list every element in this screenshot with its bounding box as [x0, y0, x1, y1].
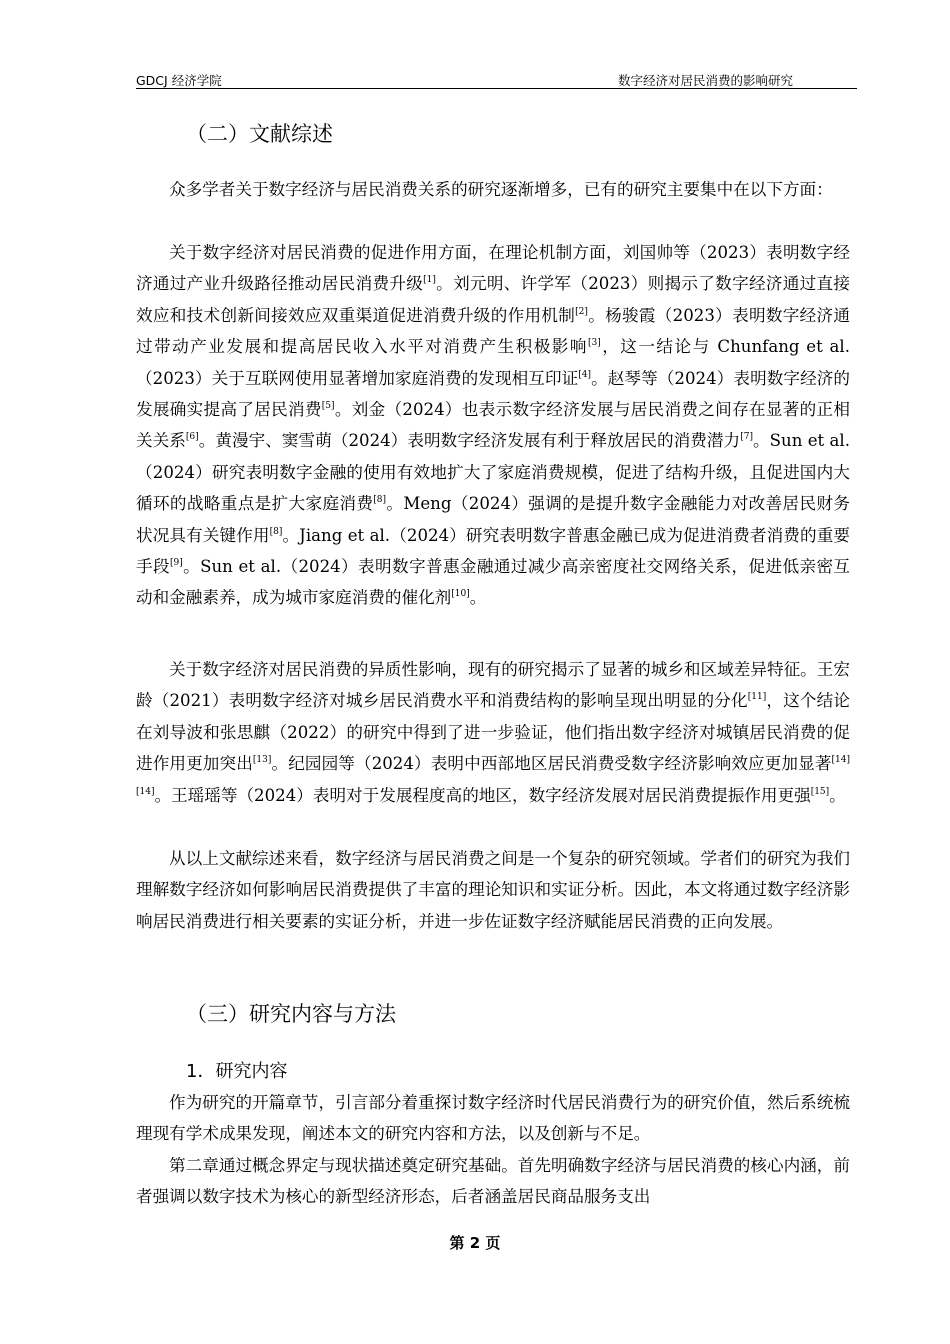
- page-number: 第 2 页: [449, 1234, 501, 1252]
- citation-marker: [15]: [810, 786, 830, 797]
- citation-marker: [8]: [373, 495, 387, 506]
- citation-marker: [6]: [185, 432, 199, 443]
- citation-marker: [9]: [169, 558, 183, 569]
- section-title-literature-review: （二）文献综述: [186, 122, 333, 146]
- subsection-title-research-content: 1．研究内容: [186, 1061, 288, 1082]
- page-header: [136, 70, 857, 89]
- paragraph-promotion-effect: 关于数字经济对居民消费的促进作用方面，在理论机制方面，刘国帅等（2023）表明数字经济通过产业升级路径推动居民消费升级[1]。刘元明、许学军（2023）则揭示了数字经济通过直接效应和技术创新间接效应双重渠道促进消费升级的作用机制[2]。杨骏霞（2023）表明数字经济通过带动产业发展和提高居民收入水平对消费产生积极影响[3]，这一结论与 Chunfang et al.（2023）关于互联网使用显著增加家庭消费的发现相互印证[4]。赵琴等（2024）表明数字经济的发展确实提高了居民消费[5]。刘金（2024）也表示数字经济发展与居民消费之间存在显著的正相关关系[6]。黄漫宇、窦雪萌（2024）表明数字经济发展有利于释放居民的消费潜力[7]。Sun et al.（2024）研究表明数字金融的使用有效地扩大了家庭消费规模，促进了结构升级，且促进国内大循环的战略重点是扩大家庭消费[8]。Meng（2024）强调的是提升数字金融能力对改善居民财务状况具有关键作用[8]。Jiang et al.（2024）研究表明数字普惠金融已成为促进消费者消费的重要手段[9]。Sun et al.（2024）表明数字普惠金融通过减少高亲密度社交网络关系，促进低亲密互动和金融素养，成为城市家庭消费的催化剂[10]。: [136, 243, 851, 608]
- citation-marker: [11]: [747, 692, 767, 703]
- header-right-text: 数字经济对居民消费的影响研究: [617, 73, 793, 88]
- citation-marker: [2]: [575, 306, 588, 317]
- paragraph-intro: 众多学者关于数字经济与居民消费关系的研究逐渐增多，已有的研究主要集中在以下方面：: [169, 180, 833, 199]
- citation-marker: [13]: [252, 755, 272, 766]
- paragraph-heterogeneity: 关于数字经济对居民消费的异质性影响，现有的研究揭示了显著的城乡和区域差异特征。王宏龄（2021）表明数字经济对城乡居民消费水平和消费结构的影响呈现出明显的分化[11]，这个结论在刘导波和张思麒（2022）的研究中得到了进一步验证，他们指出数字经济对城镇居民消费的促进作用更加突出[13]。纪园园等（2024）表明中西部地区居民消费受数字经济影响效应更加显著[14][14]。王瑶瑶等（2024）表明对于发展程度高的地区，数字经济发展对居民消费提振作用更强[15]。: [136, 660, 851, 805]
- citation-marker: [3]: [587, 338, 601, 349]
- citation-marker: [1]: [423, 275, 436, 286]
- citation-marker: [14][14]: [136, 755, 851, 797]
- citation-marker: [8]: [269, 526, 283, 537]
- citation-marker: [5]: [321, 401, 335, 412]
- citation-marker: [10]: [451, 589, 470, 600]
- citation-marker: [4]: [578, 369, 592, 380]
- paragraph-chapter-two: 第二章通过概念界定与现状描述奠定研究基础。首先明确数字经济与居民消费的核心内涵，前者强调以数字技术为核心的新型经济形态，后者涵盖居民商品服务支出: [136, 1156, 850, 1207]
- header-left-text: GDCJ 经济学院: [136, 73, 222, 88]
- paragraph-summary: 从以上文献综述来看，数字经济与居民消费之间是一个复杂的研究领域。学者们的研究为我们理解数字经济如何影响居民消费提供了丰富的理论知识和实证分析。因此，本文将通过数字经济影响居民消费进行相关要素的实证分析，并进一步佐证数字经济赋能居民消费的正向发展。: [136, 849, 850, 931]
- paragraph-intro-chapter: 作为研究的开篇章节，引言部分着重探讨数字经济时代居民消费行为的研究价值，然后系统梳理现有学术成果发现，阐述本文的研究内容和方法，以及创新与不足。: [136, 1093, 850, 1144]
- section-title-research-content-methods: （三）研究内容与方法: [186, 1002, 396, 1026]
- citation-marker: [7]: [740, 432, 753, 443]
